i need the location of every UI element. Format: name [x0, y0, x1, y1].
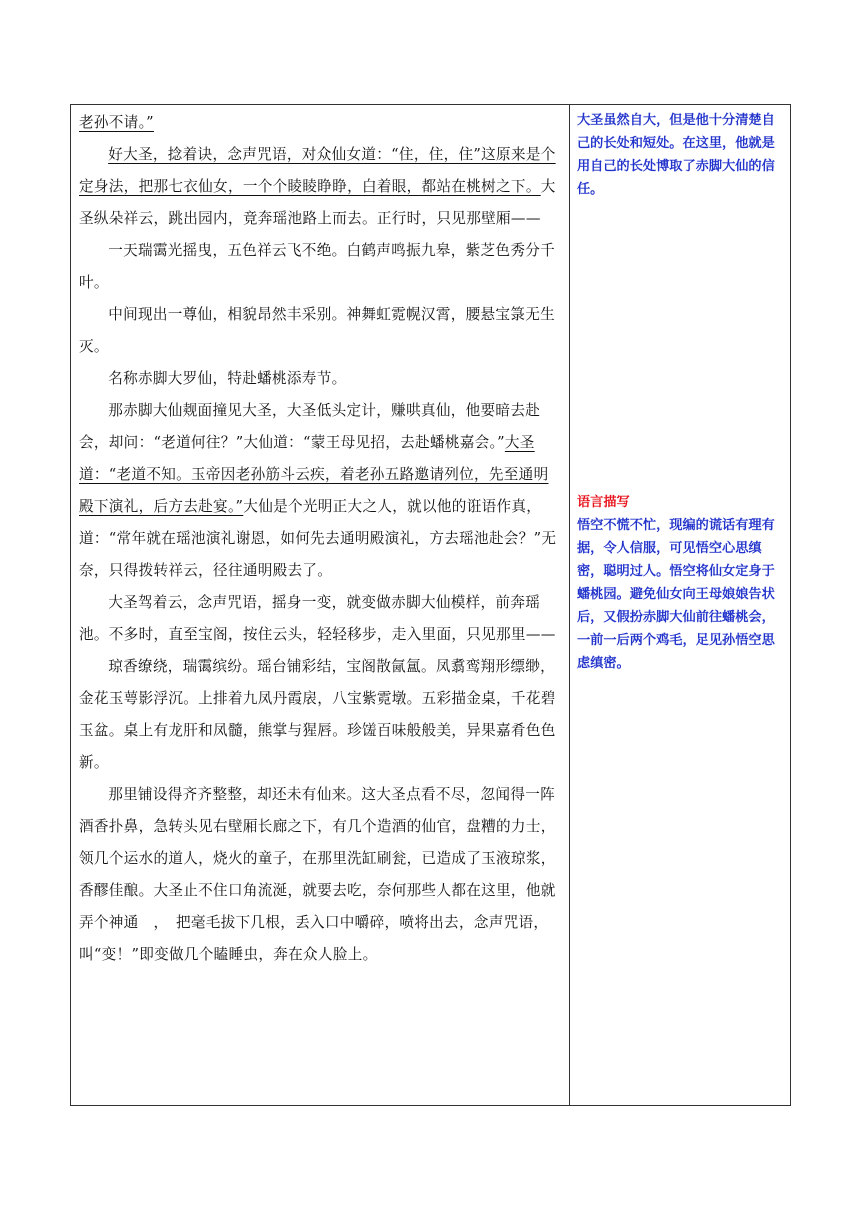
- paragraph-0: 老孙不请。”: [79, 114, 154, 131]
- paragraph-8: 那里铺设得齐齐整整，却还未有仙来。这大圣点看不尽，忽闻得一阵酒香扑鼻，急转头见右壁厢长廊之下，有几个造酒的仙官，盘糟的力士，领几个运水的道人，烧火的童子，在那里洗缸刷瓮，已造成了玉液琼浆，香醪佳酿。大圣止不住口角流涎，就要去吃，奈何那些人都在这里，他就弄个神通 ， 把毫毛拔下几根，丢入口中嚼碎，喷将出去，念声咒语，叫“变！”即变做几个瞌睡虫，奔在众人脸上。: [79, 786, 556, 963]
- annotations: [570, 105, 790, 675]
- paragraph-4: 名称赤脚大罗仙，特赴蟠桃添寿节。: [108, 370, 347, 387]
- annotation-label: 语言描写: [577, 495, 630, 510]
- paragraph-1: 好大圣，捻着诀，念声咒语，对众仙女道：“住，住，住”这原来是个定身法，把那七衣仙女，一个个睖睖睁睁，白着眼，都站在桃树之下。大圣纵朵祥云，跳出园内，竟奔瑶池路上而去。正行时，只见那壁厢——: [79, 146, 556, 227]
- paragraph-6: 大圣驾着云，念声咒语，摇身一变，就变做赤脚大仙模样，前奔瑶池。不多时，直至宝阁，按住云头，轻轻移步，走入里面，只见那里——: [79, 594, 556, 643]
- paragraph-7: 琼香缭绕，瑞霭缤纷。瑶台铺彩结，宝阁散氤氲。凤翥鸾翔形缥缈，金花玉萼影浮沉。上排着九凤丹霞扆，八宝紫霓墩。五彩描金桌，千花碧玉盆。桌上有龙肝和凤髓，熊掌与猩唇。珍馐百味般般美，异果嘉肴色色新。: [79, 658, 556, 771]
- paragraph-2: 一天瑞霭光摇曳，五色祥云飞不绝。白鹤声鸣振九皋，紫芝色秀分千叶。: [79, 242, 556, 291]
- underlined-passage: 大圣道：“老道不知。玉帝因老孙筋斗云疾，着老孙五路邀请列位，先至通明殿下演礼，后方去赴宴。”: [79, 434, 549, 515]
- annotation-cell: [570, 105, 791, 1106]
- annotation-note-2: 悟空不慌不忙，现编的谎话有理有据，令人信服，可见悟空心思缜密，聪明过人。悟空将仙女定身于蟠桃园。避免仙女向王母娘娘告状后，又假扮赤脚大仙前往蟠桃会，一前一后两个鸡毛，足见孙悟空思虑缜密。: [577, 518, 775, 671]
- text-table: [70, 104, 791, 1106]
- main-text-cell: [71, 105, 570, 1106]
- underlined-passage: 好大圣，捻着诀，念声咒语，对众仙女道：“住，住，住”这原来是个定身法，把那七衣仙女，一个个睖睖睁睁，白着眼，都站在桃树之下。: [79, 146, 556, 195]
- annotation-note-1: 大圣虽然自大，但是他十分清楚自己的长处和短处。在这里，他就是用自己的长处博取了赤脚大仙的信任。: [577, 113, 775, 197]
- paragraph-5: 那赤脚大仙觌面撞见大圣，大圣低头定计，赚哄真仙，他要暗去赴会，却问：“老道何往？”大仙道：“蒙王母见招，去赴蟠桃嘉会。”大圣道：“老道不知。玉帝因老孙筋斗云疾，着老孙五路邀请列位，先至通明殿下演礼，后方去赴宴。”大仙是个光明正大之人，就以他的诳语作真，道：“常年就在瑶池演礼谢恩，如何先去通明殿演礼，方去瑶池赴会？”无奈，只得拨转祥云，径往通明殿去了。: [79, 402, 557, 579]
- paragraph-3: 中间现出一尊仙，相貌昂然丰采别。神舞虹霓幌汉霄，腰悬宝箓无生灭。: [79, 306, 556, 355]
- main-text: [71, 105, 569, 971]
